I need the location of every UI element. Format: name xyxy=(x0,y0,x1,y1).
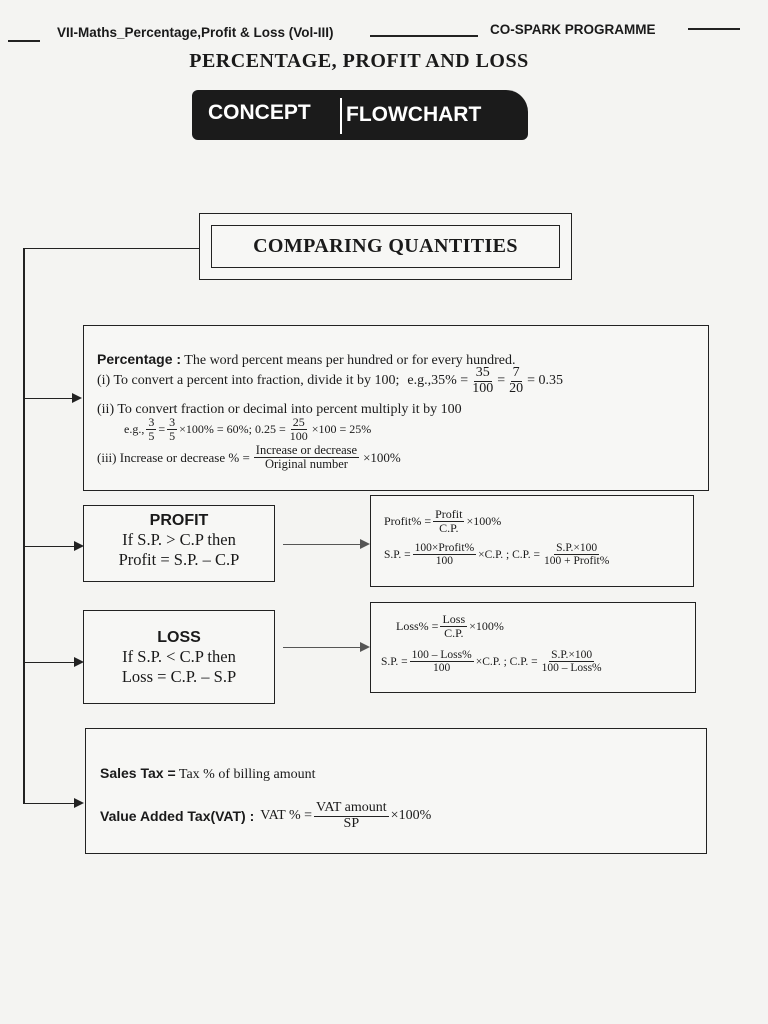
arrow-profit-formulas-icon xyxy=(360,539,370,549)
flow-branch-profit xyxy=(24,546,74,547)
vat-label: Value Added Tax(VAT) : xyxy=(100,808,255,825)
rule2-fraction-a: $\frac{3}{5}$ xyxy=(148,415,155,443)
percentage-box xyxy=(83,325,709,491)
loss-fraction-1: $\frac{\text{Loss}}{C.P.}$ xyxy=(442,612,466,640)
loss-box xyxy=(83,610,275,704)
banner-concept: CONCEPT xyxy=(208,101,311,124)
concept-flowchart-banner xyxy=(192,90,528,140)
loss-condition: If S.P. < C.P then xyxy=(122,647,236,666)
sales-tax-line xyxy=(100,765,316,783)
profit-fraction-3: $\frac{S.P.\times 100}{\text{100 + Profit\%}}$ xyxy=(544,542,610,568)
banner-divider xyxy=(340,98,342,134)
arrow-tax-icon xyxy=(74,798,84,808)
banner-flowchart: FLOWCHART xyxy=(346,103,482,126)
percentage-rule3: (iii) Increase or decrease % = $\frac{\text{Increase or decrease}}{\text{Original number}}$ ×100% xyxy=(97,443,401,472)
rule2-fraction-b: $\frac{3}{5}$ xyxy=(169,415,176,443)
page-title: PERCENTAGE, PROFIT AND LOSS xyxy=(189,50,529,72)
profit-formulas-box xyxy=(370,495,694,587)
percentage-intro: The word percent means per hundred or for every hundred. xyxy=(184,353,516,368)
section-title-outer-box xyxy=(199,213,572,280)
percentage-rule2: (ii) To convert fraction or decimal into percent multiply it by 100 xyxy=(97,402,462,417)
arrow-percentage-icon xyxy=(72,393,82,403)
flow-branch-loss xyxy=(24,662,74,663)
header-left-title: VII-Maths_Percentage,Profit & Loss (Vol-III) xyxy=(57,25,334,40)
loss-title: LOSS xyxy=(157,629,201,646)
flow-branch-percentage xyxy=(24,398,72,399)
vat-text: VAT % = xyxy=(260,808,313,824)
profit-formula: Profit = S.P. – C.P xyxy=(118,550,240,569)
section-title: COMPARING QUANTITIES xyxy=(253,235,518,257)
profit-title: PROFIT xyxy=(149,512,209,529)
percentage-rule1-example: e.g.,35% = xyxy=(407,373,469,389)
tax-box xyxy=(85,728,707,854)
loss-sp-cp-formula: S.P. = $\frac{\text{100 – Loss\%}}{100}$ ×C.P. ; C.P. = $\frac{S.P.\times 100}{\text{100 – Loss\%}}$ xyxy=(381,649,602,675)
loss-connector xyxy=(283,647,360,648)
profit-sp-cp-formula: S.P. = $\frac{\text{100×Profit\%}}{100}$ ×C.P. ; C.P. = $\frac{S.P.\times 100}{\text{100 + Profit\%}}$ xyxy=(384,542,610,568)
flow-vertical-line xyxy=(23,248,25,804)
vat-line: Value Added Tax(VAT) : VAT % = $\frac{\text{VAT amount}}{SP}$ ×100% xyxy=(100,800,432,831)
vat-fraction: $\frac{\text{VAT amount}}{SP}$ xyxy=(316,800,387,831)
flow-top-connector xyxy=(24,248,199,249)
profit-connector xyxy=(283,544,360,545)
profit-percent-formula: Profit% = $\frac{\text{Profit}}{C.P.}$ ×100% xyxy=(384,507,502,535)
loss-percent-formula: Loss% = $\frac{\text{Loss}}{C.P.}$ ×100% xyxy=(396,612,504,640)
percentage-label: Percentage : xyxy=(97,351,182,367)
arrow-loss-formulas-icon xyxy=(360,642,370,652)
percentage-rule1-result: = 0.35 xyxy=(527,373,563,389)
percentage-rule1-line: (i) To convert a percent into fraction, divide it by 100; e.g.,35% = $\frac{35}{100}$ = $\frac{7}{20}$ = 0.35 xyxy=(97,365,563,396)
profit-fraction-1: $\frac{\text{Profit}}{C.P.}$ xyxy=(435,507,463,535)
flow-branch-tax xyxy=(24,803,74,804)
sales-tax-label: Sales Tax = xyxy=(100,765,176,781)
loss-formulas-box xyxy=(370,602,696,693)
profit-box xyxy=(83,505,275,582)
header-right-title: CO-SPARK PROGRAMME xyxy=(490,22,656,37)
rule3-fraction: $\frac{\text{Increase or decrease}}{\text{Original number}}$ xyxy=(255,443,358,472)
loss-fraction-2: $\frac{\text{100 – Loss\%}}{100}$ xyxy=(411,649,472,675)
header-rule-right xyxy=(688,28,740,30)
rule2-fraction-c: $\frac{25}{100}$ xyxy=(289,415,308,443)
sales-tax-text: Tax % of billing amount xyxy=(178,767,316,782)
percentage-rule1: (i) To convert a percent into fraction, divide it by 100; xyxy=(97,373,400,389)
loss-formula: Loss = C.P. – S.P xyxy=(121,667,237,686)
header-rule-left xyxy=(8,40,40,42)
rule1-fraction-2: $\frac{7}{20}$ xyxy=(509,365,524,396)
rule1-fraction-1: $\frac{35}{100}$ xyxy=(472,365,494,396)
percentage-rule2-example: e.g., $\frac{3}{5}$ = $\frac{3}{5}$ ×100% = 60%; 0.25 = $\frac{25}{100}$ ×100 = 25% xyxy=(124,415,372,443)
profit-condition: If S.P. > C.P then xyxy=(122,530,236,549)
header-rule-middle xyxy=(370,35,478,37)
loss-fraction-3: $\frac{S.P.\times 100}{\text{100 – Loss\%}}$ xyxy=(541,649,602,675)
profit-fraction-2: $\frac{\text{100×Profit\%}}{100}$ xyxy=(414,542,475,568)
